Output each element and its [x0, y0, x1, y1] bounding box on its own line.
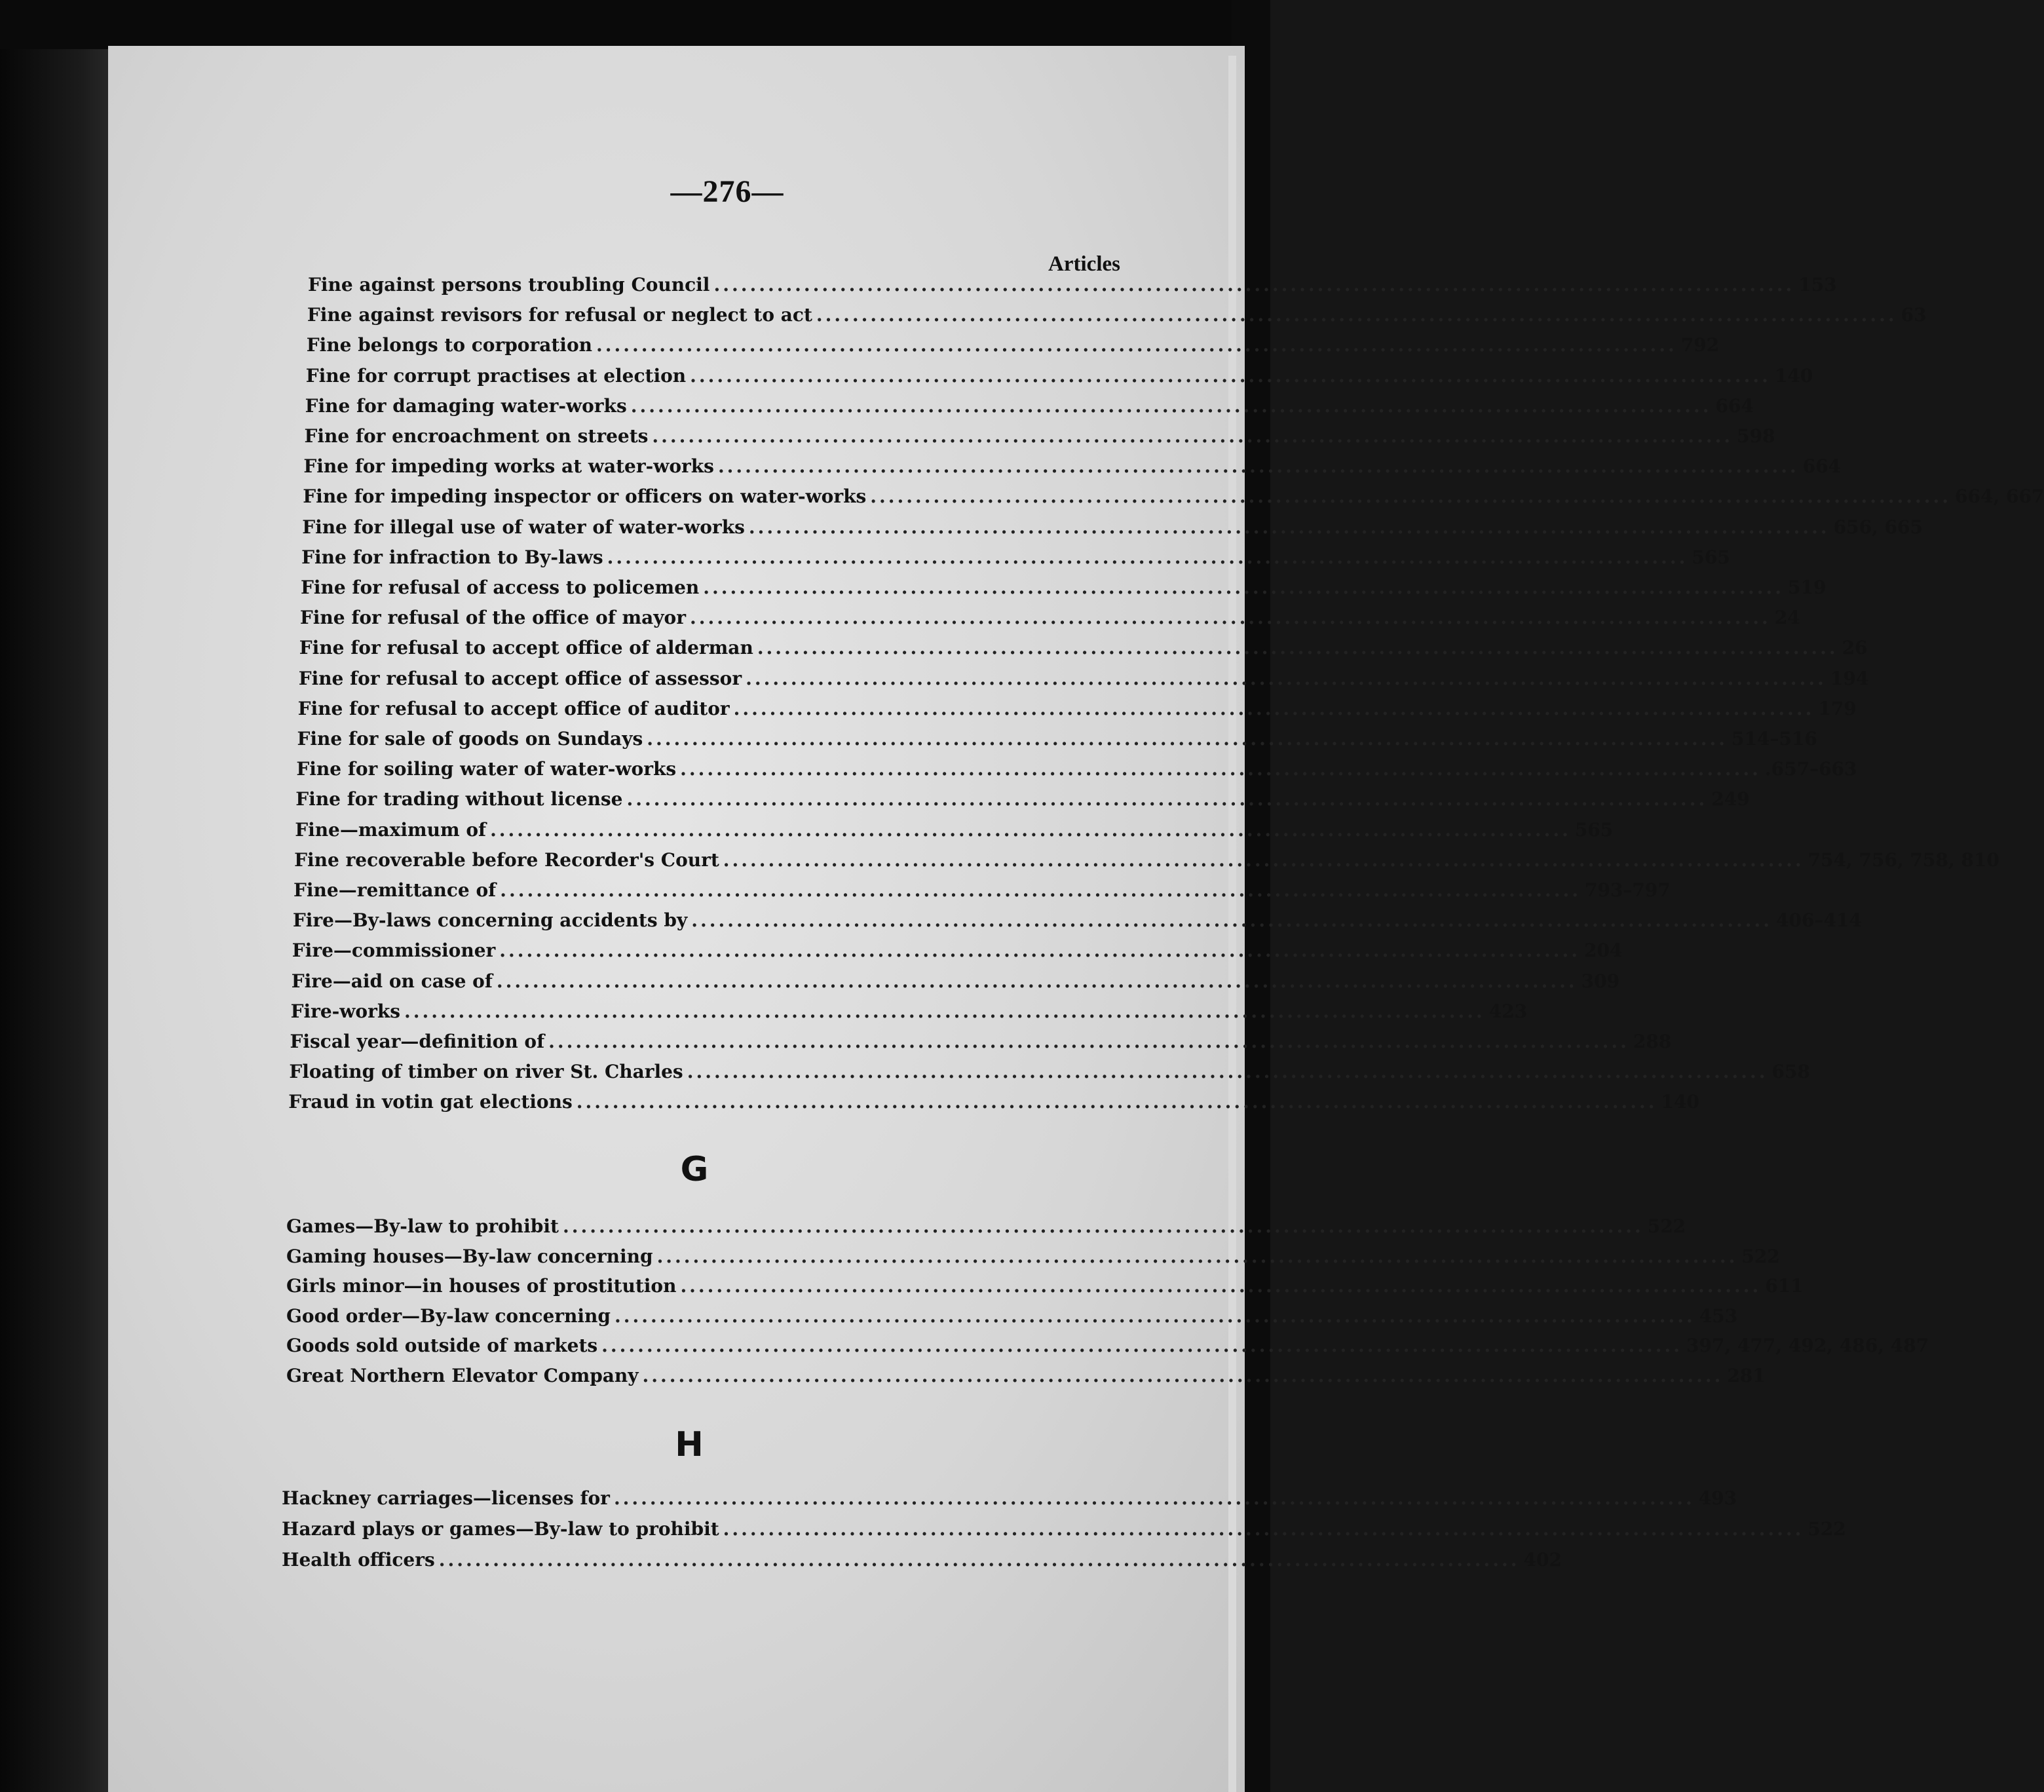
entry-term: Fraud in votin gat elections: [288, 1091, 573, 1113]
index-entry: [304, 425, 1775, 454]
entry-term: Fine for impeding works at water-works: [303, 455, 714, 478]
index-entry: [288, 1091, 1699, 1120]
dot-leader: ........................................................................................................................: [614, 1305, 1695, 1327]
entry-term: Fire—By-laws concerning accidents by: [292, 909, 688, 932]
dot-leader: ........................................................................................................................: [613, 1487, 1695, 1509]
section-letter: H: [675, 1425, 704, 1464]
index-entry: [286, 1275, 1804, 1304]
entry-term: Fine for refusal to accept office of alderman: [299, 637, 753, 659]
entry-term: Fine against revisors for refusal or neglect to act: [307, 304, 812, 326]
entry-term: Fine for refusal of the office of mayor: [299, 607, 686, 629]
entry-article-ref: 281: [1727, 1364, 1766, 1386]
index-entry: [295, 788, 1750, 817]
entry-term: Fine for corrupt practises at election: [305, 364, 687, 387]
entry-article-ref: 522: [1741, 1245, 1780, 1267]
index-entry: [305, 364, 1813, 394]
index-entry: [282, 1549, 1562, 1578]
dot-leader: ........................................................................................................................: [748, 516, 1830, 538]
dot-leader: ........................................................................................................................: [576, 1091, 1657, 1113]
entry-term: Fire—commissioner: [292, 940, 496, 962]
entry-term: Girls minor—in houses of prostitution: [286, 1275, 677, 1297]
entry-term: Great Northern Elevator Company: [286, 1364, 639, 1386]
entry-article-ref: 664: [1802, 455, 1842, 478]
dot-leader: ........................................................................................................................: [723, 848, 1804, 871]
dot-leader: ........................................................................................................................: [647, 728, 1728, 750]
entry-term: Fiscal year—definition of: [290, 1031, 545, 1052]
index-entry: [286, 1305, 1738, 1334]
entry-term: Fine for sale of goods on Sundays: [297, 728, 643, 750]
section-letter: G: [680, 1150, 709, 1189]
dot-leader: ........................................................................................................................: [746, 667, 1826, 689]
dot-leader: ........................................................................................................................: [630, 394, 1712, 417]
dot-leader: ........................................................................................................................: [733, 697, 1815, 719]
entry-article-ref: 288: [1633, 1031, 1672, 1052]
dot-leader: ........................................................................................................................: [656, 1245, 1738, 1267]
dot-leader: ........................................................................................................................: [691, 909, 1772, 932]
dot-leader: ........................................................................................................................: [687, 1061, 1768, 1083]
index-entry: [282, 1487, 1737, 1516]
index-entry: [282, 1518, 1846, 1547]
entry-article-ref: 514–516: [1732, 728, 1817, 750]
entry-term: Fine for refusal to accept office of auditor: [297, 697, 730, 719]
dot-leader: ........................................................................................................................: [626, 788, 1708, 810]
index-entry: [301, 577, 1826, 605]
index-entry: [297, 728, 1817, 757]
entry-article-ref: 611: [1765, 1275, 1804, 1297]
index-entry: [307, 304, 1927, 333]
entry-term: Floating of timber on river St. Charles: [289, 1061, 683, 1083]
entry-term: Fine for soiling water of water-works: [296, 758, 677, 780]
entry-term: Health officers: [282, 1549, 435, 1571]
entry-article-ref: 397, 477, 492, 486, 487: [1686, 1335, 1929, 1356]
entry-article-ref: 664: [1715, 394, 1754, 417]
index-entry: [286, 1335, 1929, 1363]
index-entry: [303, 486, 2044, 514]
entry-article-ref: 792: [1680, 334, 1720, 356]
dot-leader: ........................................................................................................................: [496, 970, 1578, 992]
index-entry: [305, 394, 1754, 424]
index-entry: [299, 637, 1868, 666]
dot-leader: ........................................................................................................................: [548, 1031, 1629, 1052]
dot-leader: ........................................................................................................................: [652, 425, 1733, 447]
page-number: —276—: [670, 174, 784, 209]
dot-leader: ........................................................................................................................: [723, 1518, 1804, 1540]
dot-leader: ........................................................................................................................: [642, 1364, 1724, 1386]
entry-article-ref: 565: [1692, 546, 1730, 568]
index-entry: [302, 516, 1923, 545]
entry-article-ref: 204: [1584, 940, 1623, 962]
entry-article-ref: 63: [1901, 304, 1927, 326]
dot-leader: ........................................................................................................................: [607, 546, 1688, 568]
entry-article-ref: 565: [1574, 818, 1614, 841]
index-entry: [286, 1245, 1780, 1274]
index-entry: [291, 970, 1620, 999]
entry-term: Fire—aid on case of: [291, 970, 493, 992]
entry-article-ref: 598: [1737, 425, 1775, 447]
dot-leader: ........................................................................................................................: [680, 1275, 1762, 1297]
dot-leader: ........................................................................................................................: [717, 455, 1799, 478]
entry-term: Fine recoverable before Recorder's Court: [294, 848, 719, 871]
entry-article-ref: 519: [1788, 577, 1826, 598]
entry-term: Fine for trading without license: [295, 788, 623, 810]
dot-leader: ........................................................................................................................: [703, 577, 1785, 598]
dot-leader: ........................................................................................................................: [690, 364, 1771, 387]
index-entry: [295, 818, 1614, 848]
dot-leader: ........................................................................................................................: [404, 1000, 1485, 1022]
dot-leader: ........................................................................................................................: [870, 486, 1952, 508]
entry-term: Fine belongs to corporation: [306, 334, 592, 356]
film-border-left: [0, 0, 115, 1792]
entry-term: Fine against persons troubling Council: [308, 274, 710, 295]
entry-article-ref: 658: [1771, 1061, 1810, 1083]
dot-leader: ........................................................................................................................: [689, 607, 1771, 629]
entry-article-ref: 179: [1818, 697, 1857, 719]
dot-leader: ........................................................................................................................: [816, 304, 1897, 326]
entry-term: Fine for infraction to By-laws: [301, 546, 603, 568]
dot-leader: ........................................................................................................................: [680, 758, 1761, 780]
index-entry: [292, 909, 1862, 938]
entry-term: Fire-works: [290, 1000, 400, 1022]
index-entry: [303, 455, 1842, 484]
entry-article-ref: 423: [1488, 1000, 1528, 1022]
entry-article-ref: 453: [1699, 1305, 1738, 1327]
dot-leader: ........................................................................................................................: [757, 637, 1838, 659]
dot-leader: ........................................................................................................................: [438, 1549, 1520, 1571]
entry-term: Fine for illegal use of water of water-works: [302, 516, 745, 538]
index-entry: [289, 1061, 1810, 1090]
entry-article-ref: 664, 667: [1955, 486, 2044, 508]
entry-article-ref: 522: [1647, 1215, 1686, 1237]
index-entry: [297, 697, 1857, 727]
dot-leader: ........................................................................................................................: [601, 1335, 1682, 1356]
entry-term: Fine—maximum of: [295, 818, 487, 841]
entry-term: Hazard plays or games—By-law to prohibit: [282, 1518, 719, 1540]
entry-article-ref: 754, 756, 758, 810: [1807, 848, 1999, 871]
entry-article-ref: 656, 665: [1833, 516, 1923, 538]
entry-article-ref: 26: [1842, 637, 1868, 659]
entry-article-ref: 309: [1581, 970, 1620, 992]
entry-article-ref: 793–797: [1584, 879, 1671, 901]
entry-term: Gaming houses—By-law concerning: [286, 1245, 653, 1267]
entry-article-ref: 140: [1661, 1091, 1699, 1113]
index-entry: [299, 607, 1800, 636]
index-entry: [301, 546, 1730, 575]
dot-leader: ........................................................................................................................: [490, 818, 1571, 841]
index-entry: [290, 1000, 1528, 1029]
entry-article-ref: 24: [1774, 607, 1800, 629]
index-entry: [293, 879, 1671, 908]
entry-term: Fine for encroachment on streets: [304, 425, 649, 447]
entry-term: Fine for refusal of access to policemen: [301, 577, 700, 598]
index-entry: [290, 1031, 1672, 1059]
entry-article-ref: 194: [1830, 667, 1869, 689]
entry-term: Fine—remittance of: [293, 879, 497, 901]
entry-article-ref: 153: [1798, 274, 1837, 295]
entry-article-ref: 493: [1698, 1487, 1737, 1509]
entry-term: Games—By-law to prohibit: [286, 1215, 559, 1237]
dot-leader: ........................................................................................................................: [713, 274, 1795, 295]
dot-leader: ........................................................................................................................: [562, 1215, 1644, 1237]
dot-leader: ........................................................................................................................: [596, 334, 1677, 356]
entry-term: Fine for damaging water-works: [305, 394, 627, 417]
entry-term: Fine for refusal to accept office of assessor: [298, 667, 742, 689]
entry-article-ref: 522: [1807, 1518, 1846, 1540]
entry-term: Fine for impeding inspector or officers on water-works: [303, 486, 867, 508]
entry-article-ref: 402: [1523, 1549, 1562, 1571]
index-entry: [298, 667, 1869, 696]
entry-term: Hackney carriages—licenses for: [282, 1487, 610, 1509]
film-border-top: [0, 0, 1270, 49]
index-entry: [292, 940, 1623, 968]
index-entry: [306, 334, 1720, 363]
entry-article-ref: 406–414: [1775, 909, 1862, 932]
index-entry: [286, 1215, 1686, 1244]
entry-term: Goods sold outside of markets: [286, 1335, 598, 1356]
entry-article-ref: 140: [1774, 364, 1813, 387]
dot-leader: ........................................................................................................................: [499, 940, 1581, 962]
entry-article-ref: .657–663: [1764, 758, 1857, 780]
index-entry: [294, 848, 1999, 878]
articles-column-heading: Articles: [1048, 252, 1120, 276]
index-entry: [308, 274, 1837, 303]
entry-article-ref: 249: [1711, 788, 1750, 810]
index-entry: [286, 1364, 1766, 1394]
entry-term: Good order—By-law concerning: [286, 1305, 611, 1327]
dot-leader: ........................................................................................................................: [500, 879, 1581, 901]
index-entry: [296, 758, 1857, 787]
